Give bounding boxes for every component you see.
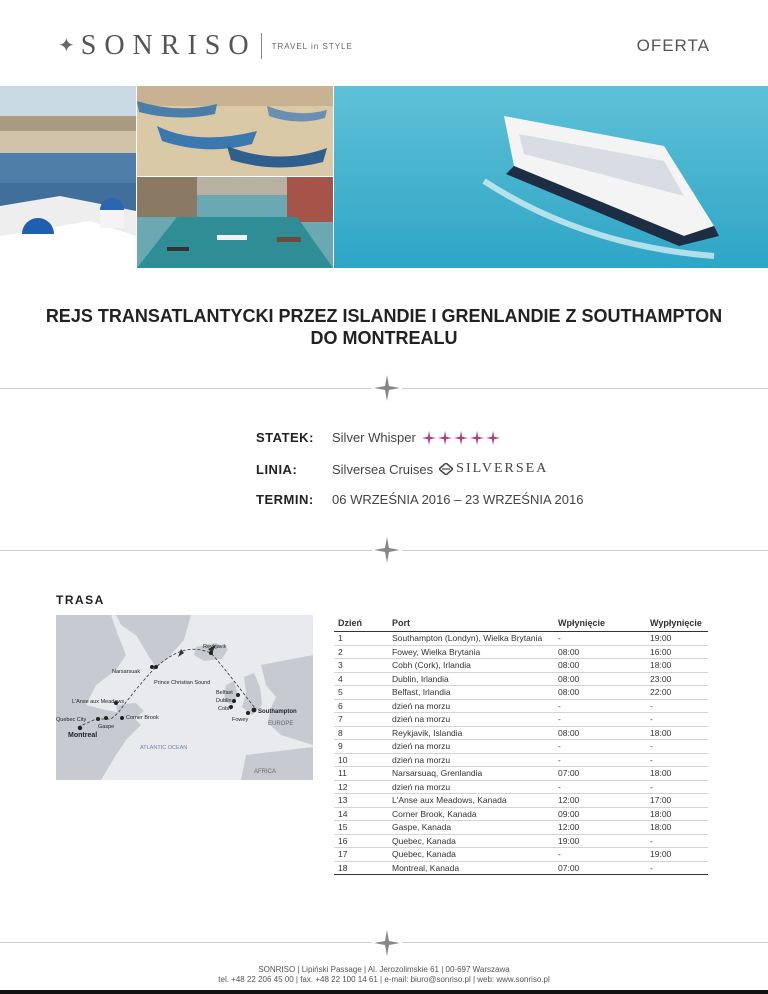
- map-port-marker: [104, 716, 108, 720]
- col-header-arrival: Wpłynięcie: [554, 615, 646, 632]
- map-port-marker: [252, 708, 257, 713]
- cell-departure: -: [646, 780, 708, 794]
- map-port-marker: [154, 665, 158, 669]
- table-row: [334, 645, 708, 659]
- line-value: Silversea Cruises: [332, 461, 434, 477]
- cell-day: 7: [334, 713, 388, 727]
- cell-port: dzień na morzu: [388, 740, 554, 754]
- cell-day: 1: [334, 632, 388, 646]
- cell-arrival: 07:00: [554, 767, 646, 781]
- cell-port: dzień na morzu: [388, 753, 554, 767]
- table-row: [334, 821, 708, 835]
- map-label-lanse: L'Anse aux Meadows: [72, 699, 125, 705]
- line-label: LINIA:: [256, 461, 298, 477]
- cell-arrival: 08:00: [554, 659, 646, 673]
- cell-day: 6: [334, 699, 388, 713]
- photo-boats-beach: [137, 86, 333, 176]
- map-label-dublin: Dublin: [216, 698, 232, 704]
- term-row: [256, 492, 583, 507]
- map-label-southampton: Southampton: [258, 709, 297, 715]
- cell-departure: 17:00: [646, 794, 708, 808]
- offer-title: REJS TRANSATLANTYCKI PRZEZ ISLANDIE I GRENLANDIE Z SOUTHAMPTON DO MONTREALU: [45, 306, 723, 348]
- footer-contact: tel. +48 22 206 45 00 | fax. +48 22 100 14 61 | e-mail: biuro@sonriso.pl | web: www.sonriso.pl: [218, 975, 550, 984]
- cell-port: Gaspe, Kanada: [388, 821, 554, 835]
- footer-address: SONRISO | Lipiński Passage | Al. Jerozolimskie 61 | 00-697 Warszawa: [258, 965, 510, 974]
- ship-rating: [422, 431, 500, 445]
- col-header-departure: Wypłynięcie: [646, 615, 708, 632]
- route-section-heading: TRASA: [56, 593, 105, 607]
- map-port-marker: [96, 717, 100, 721]
- cell-day: 3: [334, 659, 388, 673]
- cell-day: 9: [334, 740, 388, 754]
- rating-star-icon: [422, 431, 436, 445]
- map-label-prince-christian: Prince Christian Sound: [154, 680, 211, 686]
- cell-arrival: -: [554, 713, 646, 727]
- cell-day: 12: [334, 780, 388, 794]
- compass-star-icon: [374, 930, 400, 956]
- cell-port: Quebec, Kanada: [388, 834, 554, 848]
- map-label-atlantic: ATLANTIC OCEAN: [140, 745, 188, 751]
- table-row: [334, 632, 708, 646]
- photo-harbor-town: [0, 86, 136, 268]
- compass-star-icon: [374, 375, 400, 401]
- map-label-narsarsuak: Narsarsuak: [112, 669, 141, 675]
- map-label-belfast: Belfast: [216, 690, 233, 696]
- cell-departure: -: [646, 740, 708, 754]
- cell-departure: 16:00: [646, 645, 708, 659]
- cell-port: Dublin, Irlandia: [388, 672, 554, 686]
- ship-row: [256, 430, 500, 445]
- cell-day: 14: [334, 807, 388, 821]
- table-row: [334, 780, 708, 794]
- rating-star-icon: [470, 431, 484, 445]
- cell-departure: 23:00: [646, 672, 708, 686]
- cell-port: Reykjavik, Islandia: [388, 726, 554, 740]
- cell-arrival: 09:00: [554, 807, 646, 821]
- table-row: [334, 740, 708, 754]
- divider-line: [0, 388, 372, 389]
- cell-departure: -: [646, 713, 708, 727]
- table-row: [334, 767, 708, 781]
- table-row: [334, 659, 708, 673]
- table-row: [334, 686, 708, 700]
- photo-cruise-ship: [334, 86, 768, 268]
- cell-arrival: 08:00: [554, 726, 646, 740]
- brand-logo: [58, 32, 353, 60]
- cell-port: Fowey, Wielka Brytania: [388, 645, 554, 659]
- cell-arrival: 08:00: [554, 645, 646, 659]
- cell-day: 8: [334, 726, 388, 740]
- map-port-marker: [150, 665, 154, 669]
- divider-line: [0, 550, 372, 551]
- cell-port: L'Anse aux Meadows, Kanada: [388, 794, 554, 808]
- cell-arrival: -: [554, 848, 646, 862]
- star-logo-icon: ✦: [58, 35, 75, 57]
- route-map: [56, 615, 313, 780]
- col-header-day: Dzień: [334, 615, 388, 632]
- divider-line: [402, 388, 768, 389]
- table-row: [334, 713, 708, 727]
- bottom-bar: [0, 990, 768, 994]
- silversea-logo: [439, 461, 548, 477]
- cell-departure: 18:00: [646, 726, 708, 740]
- cell-port: Cobh (Cork), Irlandia: [388, 659, 554, 673]
- cell-day: 5: [334, 686, 388, 700]
- cell-departure: 18:00: [646, 767, 708, 781]
- cell-day: 17: [334, 848, 388, 862]
- cell-port: dzień na morzu: [388, 699, 554, 713]
- line-row: [256, 461, 548, 477]
- cell-day: 2: [334, 645, 388, 659]
- cell-departure: -: [646, 699, 708, 713]
- cell-arrival: -: [554, 740, 646, 754]
- map-label-gaspe: Gaspe: [98, 724, 115, 730]
- rating-star-icon: [438, 431, 452, 445]
- map-port-marker: [78, 726, 82, 730]
- cell-departure: -: [646, 834, 708, 848]
- map-port-marker: [232, 699, 236, 703]
- cell-port: dzień na morzu: [388, 713, 554, 727]
- cell-arrival: 19:00: [554, 834, 646, 848]
- cell-port: dzień na morzu: [388, 780, 554, 794]
- cell-port: Belfast, Irlandia: [388, 686, 554, 700]
- cell-arrival: 08:00: [554, 672, 646, 686]
- cell-day: 4: [334, 672, 388, 686]
- table-row: [334, 861, 708, 875]
- cell-arrival: 07:00: [554, 861, 646, 875]
- cell-departure: 19:00: [646, 632, 708, 646]
- brand-tagline: TRAVEL in STYLE: [271, 41, 353, 51]
- term-value: 06 WRZEŚNIA 2016 – 23 WRZEŚNIA 2016: [332, 492, 584, 507]
- map-port-marker: [209, 651, 213, 655]
- divider-line: [402, 942, 768, 943]
- brand-name: SONRISO: [80, 30, 257, 61]
- ship-label: STATEK:: [256, 430, 314, 445]
- table-row: [334, 794, 708, 808]
- map-label-quebec: Quebec City: [56, 717, 87, 723]
- table-row: [334, 834, 708, 848]
- col-header-port: Port: [388, 615, 554, 632]
- cell-departure: 18:00: [646, 807, 708, 821]
- cell-arrival: 08:00: [554, 686, 646, 700]
- divider-line: [402, 550, 768, 551]
- logo-divider: [261, 33, 262, 59]
- header-photo-collage: [0, 86, 768, 268]
- map-label-reykjavik: Reykjavik: [203, 644, 227, 650]
- cell-arrival: -: [554, 632, 646, 646]
- cell-departure: -: [646, 753, 708, 767]
- map-label-corner-brook: Corner Brook: [126, 715, 159, 721]
- cell-arrival: -: [554, 780, 646, 794]
- cell-arrival: 12:00: [554, 821, 646, 835]
- map-port-marker: [246, 711, 250, 715]
- cell-departure: 18:00: [646, 659, 708, 673]
- table-row: [334, 726, 708, 740]
- cell-port: Southampton (Londyn), Wielka Brytania: [388, 632, 554, 646]
- table-row: [334, 753, 708, 767]
- cell-departure: 19:00: [646, 848, 708, 862]
- cell-departure: -: [646, 861, 708, 875]
- offer-label: OFERTA: [636, 36, 710, 55]
- cell-day: 11: [334, 767, 388, 781]
- cell-arrival: -: [554, 753, 646, 767]
- cell-day: 16: [334, 834, 388, 848]
- cell-departure: 18:00: [646, 821, 708, 835]
- map-label-europe: EUROPE: [268, 721, 294, 727]
- rating-star-icon: [486, 431, 500, 445]
- cell-day: 15: [334, 821, 388, 835]
- cell-departure: 22:00: [646, 686, 708, 700]
- table-row: [334, 672, 708, 686]
- table-row: [334, 699, 708, 713]
- route-table: [334, 615, 708, 875]
- map-port-marker: [120, 716, 124, 720]
- cell-day: 18: [334, 861, 388, 875]
- silversea-emblem-icon: [439, 463, 453, 475]
- map-label-africa: AFRICA: [254, 769, 277, 775]
- map-port-marker: [236, 693, 240, 697]
- cell-port: Montreal, Kanada: [388, 861, 554, 875]
- table-row: [334, 807, 708, 821]
- map-label-cobh: Cobh: [218, 706, 232, 712]
- map-label-montreal: Montreal: [68, 732, 98, 739]
- cell-day: 13: [334, 794, 388, 808]
- footer: [0, 965, 768, 985]
- cell-port: Quebec, Kanada: [388, 848, 554, 862]
- table-row: [334, 848, 708, 862]
- route-table-header: [334, 615, 708, 632]
- cell-arrival: 12:00: [554, 794, 646, 808]
- cell-port: Narsarsuaq, Grenlandia: [388, 767, 554, 781]
- silversea-logo-text: SILVERSEA: [456, 461, 549, 476]
- photo-venice-canal: [137, 177, 333, 268]
- cell-arrival: -: [554, 699, 646, 713]
- cell-port: Corner Brook, Kanada: [388, 807, 554, 821]
- term-label: TERMIN:: [256, 492, 314, 507]
- map-label-fowey: Fowey: [232, 717, 249, 723]
- compass-star-icon: [374, 537, 400, 563]
- ship-value: Silver Whisper: [332, 430, 416, 445]
- cell-day: 10: [334, 753, 388, 767]
- divider-line: [0, 942, 372, 943]
- rating-star-icon: [454, 431, 468, 445]
